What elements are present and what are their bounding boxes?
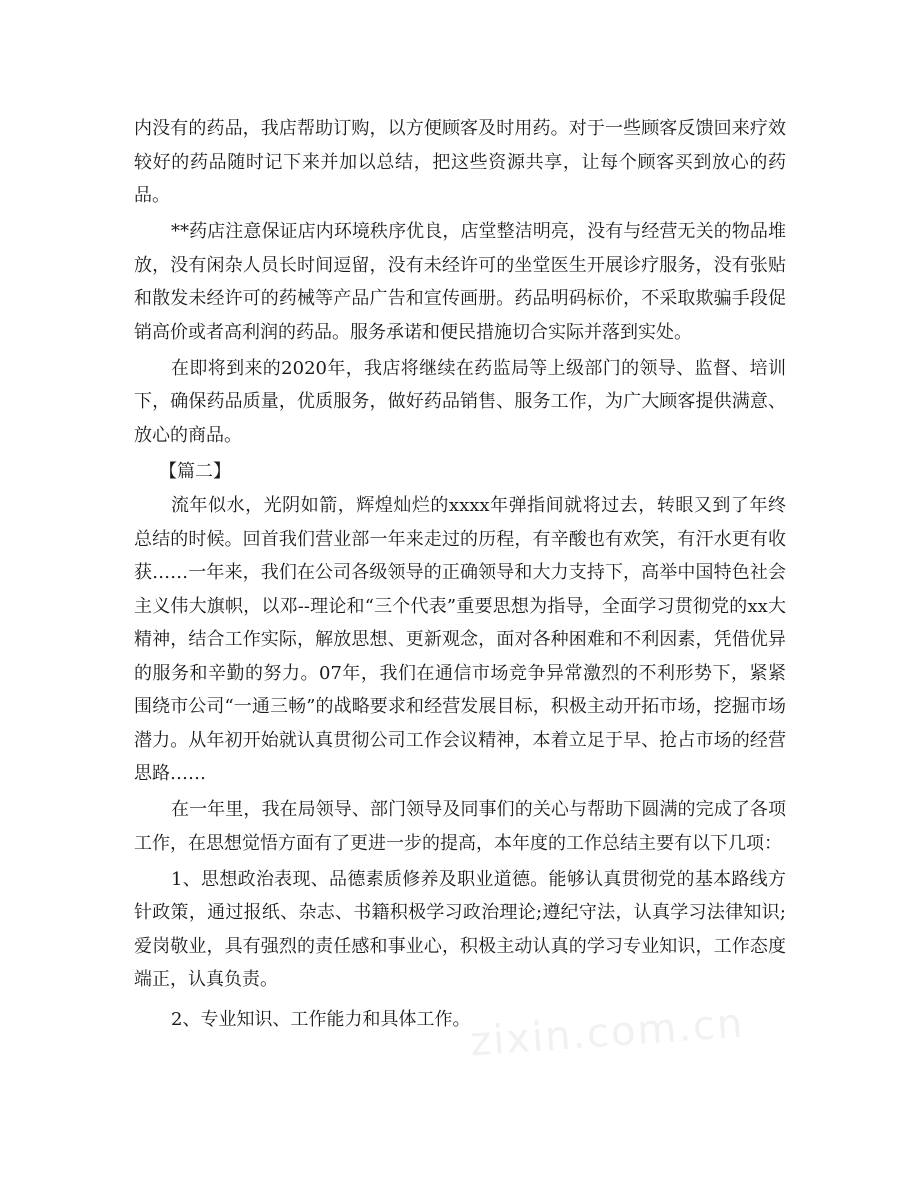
paragraph-6: 1、思想政治表现、品德素质修养及职业道德。能够认真贯彻党的基本路线方针政策，通过报纸、杂志、书籍积极学习政治理论;遵纪守法，认真学习法律知识;爱岗敬业，具有强烈的责任感和事业心，积极主动认真的学习专业知识，工作态度端正，认真负责。 xyxy=(134,868,786,990)
document-body xyxy=(134,112,786,1039)
paragraph-4: 流年似水，光阴如箭，辉煌灿烂的xxxx年弹指间就将过去，转眼又到了年终总结的时候。回首我们营业部一年来走过的历程，有辛酸也有欢笑，有汗水更有收获……一年来，我们在公司各级领导的正确领导和大力支持下，高举中国特色社会主义伟大旗帜，以邓--理论和“三个代表”重要思想为指导，全面学习贯彻党的xx大精神，结合工作实际，解放思想、更新观念，面对各种困难和不利因素，凭借优异的服务和辛勤的努力。07年，我们在通信市场竞争异常激烈的不利形势下，紧紧围绕市公司“一通三畅”的战略要求和经营发展目标，积极主动开拓市场，挖掘市场潜力。从年初开始就认真贯彻公司工作会议精神，本着立足于早、抢占市场的经营思路…… xyxy=(134,495,786,784)
section-heading: 【篇二】 xyxy=(159,460,231,482)
watermark-text: zixin.com.cn xyxy=(468,1000,746,1066)
paragraph-5: 在一年里，我在局领导、部门领导及同事们的关心与帮助下圆满的完成了各项工作，在思想觉悟方面有了更进一步的提高，本年度的工作总结主要有以下几项： xyxy=(134,799,786,854)
paragraph-1: 内没有的药品，我店帮助订购，以方便顾客及时用药。对于一些顾客反馈回来疗效较好的药品随时记下来并加以总结，把这些资源共享，让每个顾客买到放心的药品。 xyxy=(134,118,786,206)
paragraph-3: 在即将到来的2020年，我店将继续在药监局等上级部门的领导、监督、培训下，确保药品质量，优质服务，做好药品销售、服务工作，为广大顾客提供满意、放心的商品。 xyxy=(134,357,786,446)
paragraph-7: 2、专业知识、工作能力和具体工作。 xyxy=(171,1008,471,1030)
paragraph-2: **药店注意保证店内环境秩序优良，店堂整洁明亮，没有与经营无关的物品堆放，没有闲杂人员长时间逗留，没有未经许可的坐堂医生开展诊疗服务，没有张贴和散发未经许可的药械等产品广告和宣传画册。药品明码标价，不采取欺骗手段促销高价或者高利润的药品。服务承诺和便民措施切合实际并落到实处。 xyxy=(134,221,786,343)
